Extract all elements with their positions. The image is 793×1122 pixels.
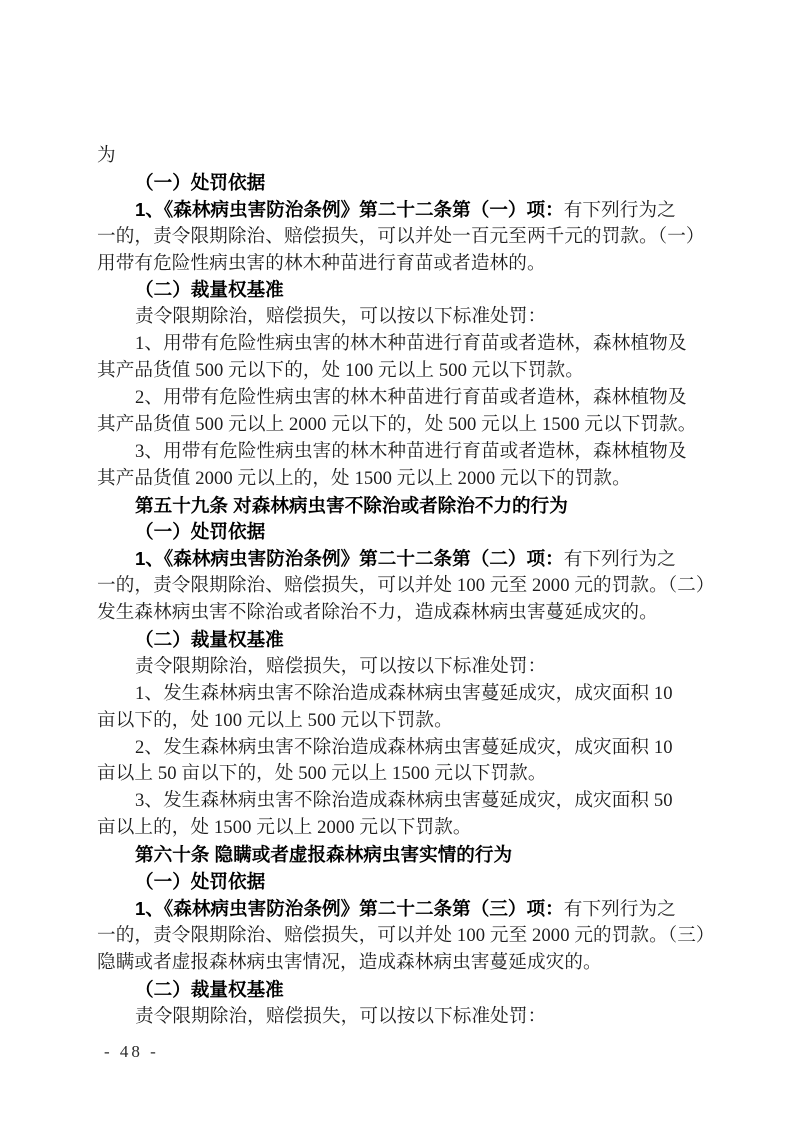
text-line bbox=[97, 331, 719, 358]
text-line bbox=[97, 923, 719, 950]
text-line bbox=[97, 412, 719, 439]
text-segment: 亩以上 50 亩以下的，处 500 元以上 1500 元以下罚款。 bbox=[97, 763, 547, 785]
heading-line bbox=[97, 519, 719, 546]
text-line bbox=[97, 950, 719, 977]
document-body bbox=[97, 143, 719, 1030]
heading-line bbox=[97, 493, 719, 520]
text-segment: 一的，责令限期除治、赔偿损失，可以并处 100 元至 2000 元的罚款。（三） bbox=[97, 924, 715, 946]
bold-text-segment: （一）处罚依据 bbox=[135, 171, 266, 193]
text-line bbox=[97, 735, 719, 762]
text-line bbox=[97, 358, 719, 385]
bold-text-segment: 1、《森林病虫害防治条例》第二十二条第（三）项： bbox=[135, 897, 564, 919]
text-segment: 2、发生森林病虫害不除治造成森林病虫害蔓延成灾，成灾面积 10 bbox=[135, 736, 673, 758]
text-line bbox=[97, 654, 719, 681]
text-segment: 其产品货值 500 元以上 2000 元以下的，处 500 元以上 1500 元以下罚款。 bbox=[97, 413, 697, 435]
text-segment: 其产品货值 2000 元以上的，处 1500 元以上 2000 元以下的罚款。 bbox=[97, 467, 631, 489]
text-segment: 一的，责令限期除治、赔偿损失，可以并处一百元至两千元的罚款。（一） bbox=[97, 225, 705, 247]
text-segment: 责令限期除治，赔偿损失，可以按以下标准处罚： bbox=[135, 1005, 547, 1027]
text-line bbox=[97, 896, 719, 923]
bold-text-segment: 第六十条 隐瞒或者虚报森林病虫害实情的行为 bbox=[135, 844, 513, 866]
text-segment: 用带有危险性病虫害的林木种苗进行育苗或者造林的。 bbox=[97, 252, 546, 274]
text-segment: 有下列行为之 bbox=[563, 898, 676, 920]
text-line bbox=[97, 761, 719, 788]
heading-line bbox=[97, 170, 719, 197]
text-segment: 其产品货值 500 元以下的，处 100 元以上 500 元以下罚款。 bbox=[97, 360, 584, 382]
text-segment: 责令限期除治，赔偿损失，可以按以下标准处罚： bbox=[135, 306, 547, 328]
text-segment: 1、用带有危险性病虫害的林木种苗进行育苗或者造林，森林植物及 bbox=[135, 333, 687, 355]
page-number: - 48 - bbox=[104, 1042, 159, 1061]
text-segment: 亩以下的，处 100 元以上 500 元以下罚款。 bbox=[97, 709, 453, 731]
text-line bbox=[97, 439, 719, 466]
text-line bbox=[97, 788, 719, 815]
text-segment: 发生森林病虫害不除治或者除治不力，造成森林病虫害蔓延成灾的。 bbox=[97, 602, 658, 624]
bold-text-segment: （二）裁量权基准 bbox=[135, 629, 284, 651]
text-line bbox=[97, 573, 719, 600]
text-segment: 有下列行为之 bbox=[563, 549, 676, 571]
text-segment: 3、用带有危险性病虫害的林木种苗进行育苗或者造林，森林植物及 bbox=[135, 440, 687, 462]
bold-text-segment: （二）裁量权基准 bbox=[135, 279, 284, 301]
text-line bbox=[97, 385, 719, 412]
bold-text-segment: （一）处罚依据 bbox=[135, 871, 266, 893]
bold-text-segment: 1、《森林病虫害防治条例》第二十二条第（二）项： bbox=[135, 548, 564, 570]
text-line bbox=[97, 708, 719, 735]
bold-text-segment: （二）裁量权基准 bbox=[135, 978, 284, 1000]
text-line bbox=[97, 197, 719, 224]
heading-line bbox=[97, 627, 719, 654]
text-segment: 为 bbox=[97, 145, 116, 166]
text-segment: 2、用带有危险性病虫害的林木种苗进行育苗或者造林，森林植物及 bbox=[135, 387, 687, 409]
heading-line bbox=[97, 277, 719, 304]
text-segment: 一的，责令限期除治、赔偿损失，可以并处 100 元至 2000 元的罚款。（二） bbox=[97, 575, 715, 597]
text-segment: 隐瞒或者虚报森林病虫害情况，造成森林病虫害蔓延成灾的。 bbox=[97, 951, 602, 973]
text-segment: 亩以上的，处 1500 元以上 2000 元以下罚款。 bbox=[97, 817, 472, 839]
heading-line bbox=[97, 977, 719, 1004]
text-segment: 责令限期除治，赔偿损失，可以按以下标准处罚： bbox=[135, 655, 547, 677]
text-line bbox=[97, 815, 719, 842]
text-line bbox=[97, 304, 719, 331]
text-line bbox=[97, 1004, 719, 1031]
bold-text-segment: 第五十九条 对森林病虫害不除治或者除治不力的行为 bbox=[135, 494, 568, 516]
text-line bbox=[97, 681, 719, 708]
bold-text-segment: （一）处罚依据 bbox=[135, 521, 266, 543]
text-line bbox=[97, 546, 719, 573]
text-line bbox=[97, 143, 719, 170]
text-segment: 1、发生森林病虫害不除治造成森林病虫害蔓延成灾，成灾面积 10 bbox=[135, 682, 673, 704]
heading-line bbox=[97, 869, 719, 896]
text-line bbox=[97, 600, 719, 627]
heading-line bbox=[97, 842, 719, 869]
text-line bbox=[97, 224, 719, 251]
text-segment: 有下列行为之 bbox=[563, 199, 676, 221]
text-line bbox=[97, 251, 719, 278]
bold-text-segment: 1、《森林病虫害防治条例》第二十二条第（一）项： bbox=[135, 198, 564, 220]
text-segment: 3、发生森林病虫害不除治造成森林病虫害蔓延成灾，成灾面积 50 bbox=[135, 790, 673, 812]
text-line bbox=[97, 466, 719, 493]
